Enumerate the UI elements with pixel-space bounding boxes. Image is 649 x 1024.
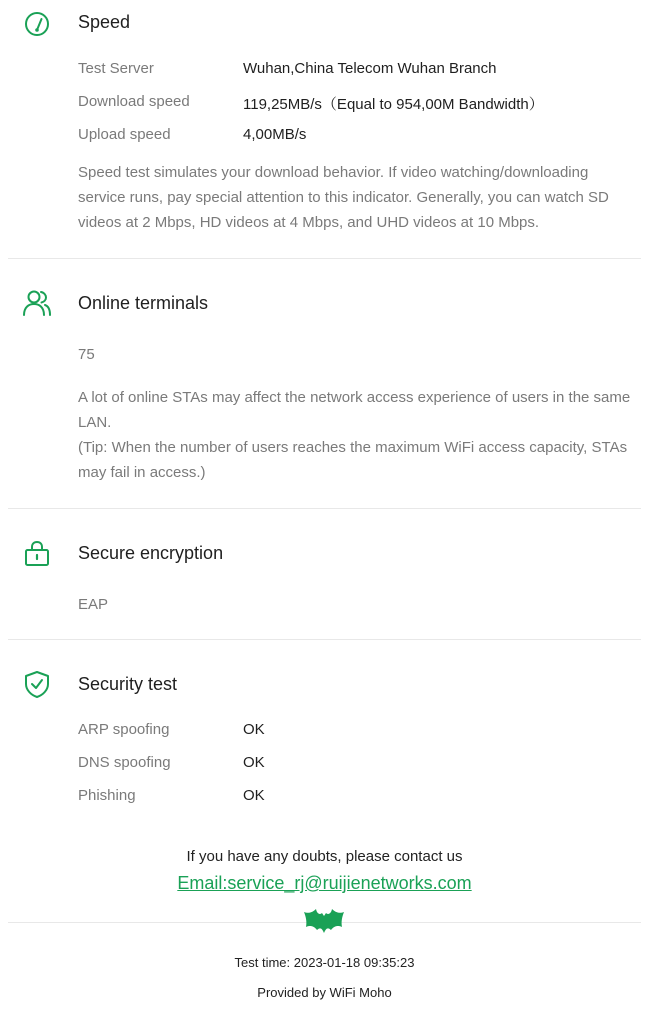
download-speed-value: 119,25MB/s（Equal to 954,00M Bandwidth） <box>243 96 544 113</box>
upload-speed-label: Upload speed <box>78 126 171 143</box>
email-link-wrap <box>0 873 649 894</box>
email-link[interactable]: Email:service_rj@ruijienetworks.com <box>177 873 472 893</box>
dns-spoofing-value: OK <box>243 754 265 771</box>
security-section <box>0 639 649 839</box>
terminals-tip: (Tip: When the number of users reaches the maximum WiFi access capacity, STAs may fail in access.) <box>78 439 628 481</box>
contact-text: If you have any doubts, please contact us <box>186 848 463 865</box>
encryption-section <box>0 508 649 639</box>
download-speed-label: Download speed <box>78 93 190 110</box>
lock-icon <box>22 538 52 568</box>
shield-check-icon <box>22 669 52 699</box>
test-server-value: Wuhan,China Telecom Wuhan Branch <box>243 60 497 77</box>
security-title: Security test <box>78 674 178 694</box>
speed-title: Speed <box>78 12 131 32</box>
terminals-description <box>78 385 633 485</box>
terminals-title: Online terminals <box>78 293 209 313</box>
encryption-value: EAP <box>78 596 109 613</box>
test-time: Test time: 2023-01-18 09:35:23 <box>234 955 415 970</box>
dns-spoofing-label: DNS spoofing <box>78 754 171 771</box>
phishing-label: Phishing <box>78 787 136 804</box>
upload-speed-value: 4,00MB/s <box>243 126 307 143</box>
test-server-label: Test Server <box>78 60 154 77</box>
bat-logo-icon <box>303 908 345 934</box>
speed-description: Speed test simulates your download behavior. If video watching/downloading service runs, pay special attention to this indicator. Generally, you can watch SD videos at 2 Mbps, HD videos at 4 Mbps, and UHD videos at 10 Mbps. <box>78 164 609 231</box>
users-icon <box>22 288 52 318</box>
speed-section <box>0 0 649 258</box>
terminals-warning: A lot of online STAs may affect the network access experience of users in the same LAN. <box>78 389 631 431</box>
phishing-value: OK <box>243 787 265 804</box>
provided-by: Provided by WiFi Moho <box>257 985 392 1000</box>
terminals-count: 75 <box>78 346 95 363</box>
arp-spoofing-label: ARP spoofing <box>78 721 170 738</box>
encryption-title: Secure encryption <box>78 543 224 563</box>
terminals-section <box>0 258 649 508</box>
arp-spoofing-value: OK <box>243 721 265 738</box>
speedometer-icon <box>22 9 52 39</box>
